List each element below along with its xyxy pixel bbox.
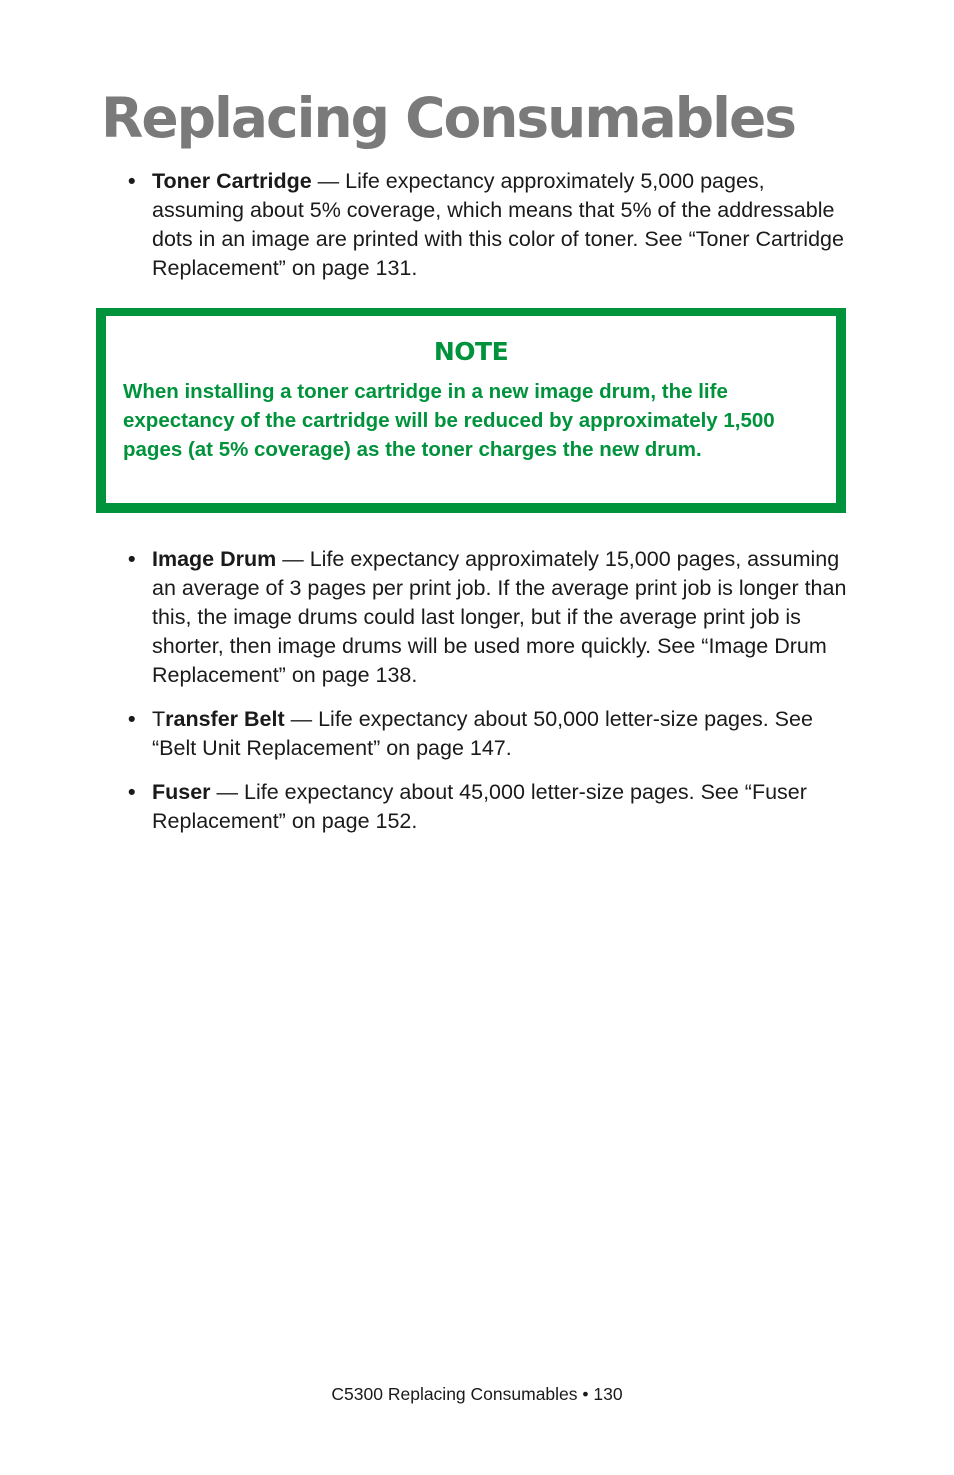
note-text: When installing a toner cartridge in a new image drum, the life expectancy of the cartridge will be reduced by approximately 1,500 pages (at 5% coverage) as the toner charges the new drum. — [123, 380, 775, 461]
consumables-list-top — [128, 167, 858, 298]
list-item-toner-cartridge — [128, 167, 858, 283]
list-item-image-drum — [128, 545, 858, 690]
item-description: — Life expectancy approximately 15,000 pages, assuming an average of 3 pages per print job. If the average print job is longer than this, the image drums could last longer, but if the average print job is shorter, then image drums will be used more quickly. See “Image Drum Replacement” on page 138. — [152, 547, 847, 687]
item-term: Fuser — [152, 780, 211, 804]
item-description: — Life expectancy about 45,000 letter-size pages. See “Fuser Replacement” on page 152. — [152, 780, 807, 833]
item-term: ransfer Belt — [165, 707, 285, 731]
item-description: — Life expectancy about 50,000 letter-size pages. See “Belt Unit Replacement” on page 147. — [152, 707, 813, 760]
list-item-transfer-belt — [128, 705, 858, 763]
bullet-icon: • — [128, 169, 136, 193]
note-title: NOTE — [433, 337, 509, 366]
note-inner — [106, 316, 836, 503]
list-item-fuser — [128, 778, 858, 836]
item-term-prefix: T — [152, 707, 166, 731]
consumables-list-bottom — [128, 545, 858, 851]
item-description: — Life expectancy approximately 5,000 pages, assuming about 5% coverage, which means that 5% of the addressable dots in an image are printed with this color of toner. See “Toner Cartridge Replacement” on page 131. — [152, 169, 844, 280]
item-term: Toner Cartridge — [152, 169, 312, 193]
note-box — [96, 308, 846, 513]
page-footer: C5300 Replacing Consumables • 130 — [331, 1384, 623, 1404]
item-term: Image Drum — [152, 547, 277, 571]
page-title: Replacing Consumables — [101, 86, 796, 150]
bullet-icon: • — [128, 547, 136, 571]
bullet-icon: • — [128, 780, 136, 804]
bullet-icon: • — [128, 707, 136, 731]
